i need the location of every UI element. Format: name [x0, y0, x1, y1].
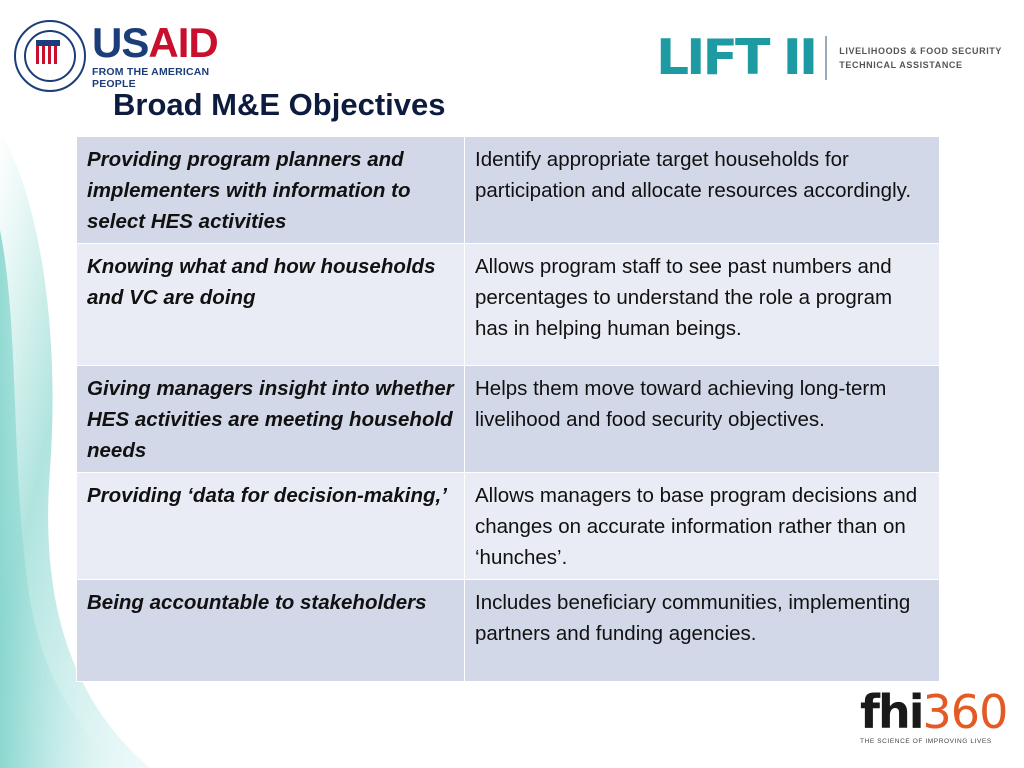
fhi360-logo [860, 685, 1008, 752]
usaid-tagline: FROM THE AMERICAN PEOPLE [92, 66, 210, 90]
objective-cell: Providing program planners and implementers with information to select HES activities [77, 137, 465, 244]
lift-ii-wordmark: LIFT II [656, 29, 816, 87]
description-cell: Helps them move toward achieving long-term livelihood and food security objectives. [465, 366, 940, 473]
usaid-wordmark: USAID [92, 19, 218, 66]
description-cell: Includes beneficiary communities, implementing partners and funding agencies. [465, 580, 940, 682]
objectives-table [76, 136, 940, 682]
table-row [77, 244, 940, 366]
logo-divider [825, 36, 827, 80]
table-row [77, 366, 940, 473]
fhi360-tagline: THE SCIENCE OF IMPROVING LIVES [860, 738, 992, 745]
usaid-seal-icon [14, 20, 86, 92]
description-cell: Identify appropriate target households for participation and allocate resources accordingly. [465, 137, 940, 244]
objective-cell: Being accountable to stakeholders [77, 580, 465, 682]
table-row [77, 473, 940, 580]
lift-ii-logo [656, 29, 1002, 87]
description-cell: Allows program staff to see past numbers and percentages to understand the role a program has in helping human beings. [465, 244, 940, 366]
table-row [77, 580, 940, 682]
fhi360-wordmark: fhi360 [860, 685, 1008, 739]
objective-cell: Providing ‘data for decision-making,’ [77, 473, 465, 580]
objective-cell: Giving managers insight into whether HES activities are meeting household needs [77, 366, 465, 473]
slide-title: Broad M&E Objectives [113, 87, 446, 122]
objective-cell: Knowing what and how households and VC are doing [77, 244, 465, 366]
description-cell: Allows managers to base program decisions and changes on accurate information rather than on ‘hunches’. [465, 473, 940, 580]
lift-ii-tagline: LIVELIHOODS & FOOD SECURITY TECHNICAL ASSISTANCE [839, 46, 1002, 70]
usaid-logo [14, 20, 244, 92]
table-row [77, 137, 940, 244]
